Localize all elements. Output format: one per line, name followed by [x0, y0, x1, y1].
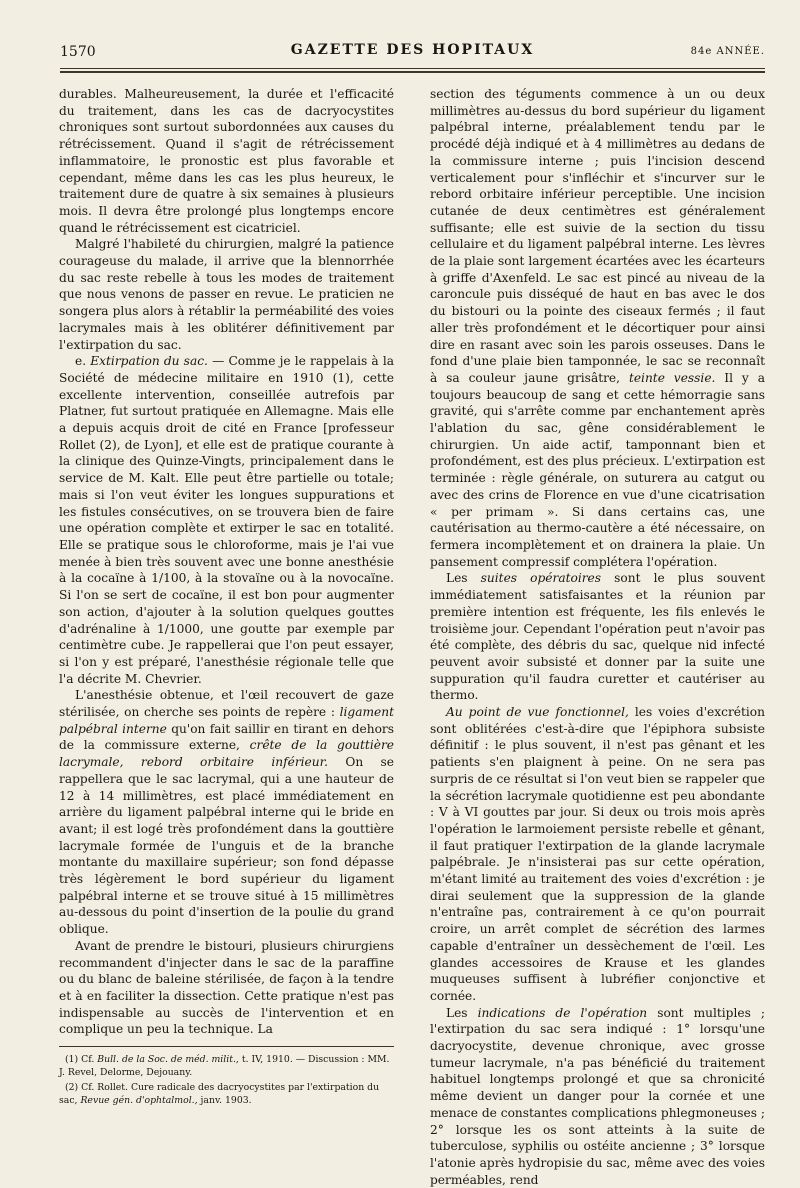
text-run: qu'on fait saillir en tirant en dehors de la commissure externe,: [59, 721, 394, 753]
running-header: [60, 40, 765, 64]
text-run: sont multiples ; l'extirpation du sac sera indiqué : 1° lorsqu'une dacryocystite, devenue chronique, avec grosse tumeur lacrymale, n'a pas bénéficié du traitement habituel longtemps prolongé et que sa chronicité même devient un danger pour la cornée et une menace de constantes complications phlegmoneuses ; 2° lorsque les os sont atteints à la suite de tuberculose, syphilis ou ostéite ancienne ; 3° lorsque l'atonie après hydropisie du sac, même avec des voies perméables, rend: [430, 1005, 765, 1187]
footnotes: [59, 1046, 394, 1109]
emphasis: crête de la gouttière lacrymale, rebord orbitaire inférieur.: [59, 738, 394, 770]
text-run: sont le plus souvent immédiatement satisfaisantes et la réunion par première intention est fréquente, les fils enlevés le troisième jour. Cependant l'opération peut n'avoir pas été complète, des débris du sac, quelque nid infecté peuvent avoir subsisté et donner par la suite une suppuration qu'il faudra curetter et cautériser au thermo.: [430, 571, 765, 703]
text-run: (1) Cf.: [65, 1054, 98, 1065]
emphasis: teinte vessie.: [628, 370, 716, 385]
header-rule-thin: [60, 68, 765, 69]
footnote-1: [59, 1053, 394, 1079]
footnote-2: [59, 1081, 394, 1107]
paragraph: Malgré l'habileté du chirurgien, malgré la patience courageuse du malade, il arrive que la blennorrhée du sac reste rebelle à tous les modes de traitement que nous venons de passer en revue. Le praticien ne songera plus alors à rétablir la perméabilité des voies lacrymales mais à les oblitérer définitivement par l'extirpation du sac.: [59, 237, 394, 352]
emphasis: suites opératoires: [480, 571, 602, 586]
paragraph: durables. Malheureusement, la durée et l'efficacité du traitement, dans les cas de dacryocystites chroniques sont surtout subordonnées aux causes du rétrécissement. Quand il s'agit de rétrécissement inflammatoire, le pronostic est plus favorable et cependant, même dans les cas les plus heureux, le traitement dure de quatre à six semaines à plusieurs mois. Il devra être prolongé plus longtemps encore quand le rétrécissement est cicatriciel.: [59, 87, 394, 235]
left-column: [59, 86, 394, 1038]
paragraph-extirpation: [59, 353, 394, 687]
text-run: On se rappellera que le sac lacrymal, qui a une hauteur de 12 à 14 millimètres, est placé immédiatement en arrière du ligament palpébral interne qui le bride en avant; il est logé très profondément dans la gouttière lacrymale formée de l'unguis et de la branche montante du maxillaire supérieur; son fond dépasse très légèrement le bord supérieur du ligament palpébral interne et se trouve situé à 15 millimètres au-dessous du point d'insertion de la poulie du grand oblique.: [59, 755, 394, 937]
text-run: t. IV, 1910. — Discussion : MM. J. Revel, Delorme, Dejouany.: [59, 1054, 390, 1078]
journal-title: GAZETTE DES HOPITAUX: [290, 42, 535, 58]
paragraph-suites: [430, 570, 765, 704]
paragraph-incision: [430, 86, 765, 570]
section-heading: Extirpation du sac.: [90, 354, 208, 369]
paragraph-indications: [430, 1005, 765, 1188]
page-number: 1570: [60, 44, 96, 60]
emphasis: Au point de vue fonctionnel,: [446, 705, 629, 720]
citation-title: Revue gén. d'ophtalmol.,: [80, 1095, 198, 1106]
text-run: les voies d'excrétion sont oblitérées c'est-à-dire que l'épiphora subsiste définitif : le plus souvent, il n'est pas gênant et les patients s'en plaignent à peine. On ne sera pas surpris de ce résultat si l'on veut bien se rappeler que la sécrétion lacrymale quotidienne est peu abondante : V à VI gouttes par jour. Si deux ou trois mois après l'opération le larmoiement persiste rebelle et gênant, il faut pratiquer l'extirpation de la glande lacrymale palpébrale. Je n'insisterai pas sur cette opération, m'étant limité au traitement des voies d'excrétion : je dirai seulement que la suppression de la glande n'entraîne pas, contrairement à ce qu'on pourrait croire, un arrêt complet de sécrétion des larmes capable d'entraîner un dessèchement de l'œil. Les glandes accessoires de Krause et les glandes muqueuses suffisent à lubréfier conjonctive et cornée.: [430, 705, 765, 1003]
citation-title: Bull. de la Soc. de méd. milit.,: [97, 1054, 239, 1065]
volume-year: 84e ANNÉE.: [690, 46, 765, 57]
right-column: [430, 86, 765, 1188]
text-run: Les: [446, 571, 481, 586]
text-run: — Comme je le rappelais à la Société de médecine militaire en 1910 (1), cette excellente intervention, conseillée autrefois par Platner, fut surtout pratiquée en Allemagne. Mais elle a depuis acquis droit de cité en France [professeur Rollet (2), de Lyon], et elle est de pratique courante à la clinique des Quinze-Vingts, principalement dans le service de M. Kalt. Elle peut être partielle ou totale; mais si l'on veut éviter les longues suppurations et les fistules consécutives, on se trouvera bien de faire une opération complète et extirper le sac en totalité. Elle se pratique sous le chloroforme, mais je l'ai vue menée à bien très souvent avec une bonne anesthésie à la cocaïne à 1/100, à la stovaïne ou à la novocaïne. Si l'on se sert de cocaïne, il est bon pour augmenter son action, d'ajouter à la solution quelques gouttes d'adrénaline à 1/1000, une goutte par exemple par centimètre cube. Je rappellerai que l'on peut essayer, si l'on y est préparé, l'anesthésie régionale telle que l'a décrite M. Chevrier.: [59, 354, 395, 686]
header-rule-thick: [60, 71, 765, 73]
text-run: e.: [75, 354, 91, 369]
text-run: janv. 1903.: [197, 1095, 252, 1106]
text-run: Les: [446, 1005, 478, 1020]
emphasis: ligament palpébral interne: [59, 705, 394, 736]
paragraph-landmarks: [59, 687, 394, 938]
text-run: section des téguments commence à un ou deux millimètres au-dessus du bord supérieur du ligament palpébral interne, préalablement tendu par le procédé déjà indiqué et à 4 millimètres au dedans de la commissure interne ; puis l'incision descend verticalement pour s'infléchir et s'incurver sur le rebord orbitaire inférieur perceptible. Une incision cutanée de deux centimètres est généralement suffisante; elle est suivie de la section du tissu cellulaire et du ligament palpébral interne. Les lèvres de la plaie sont largement écartées avec les écarteurs à griffe d'Axenfeld. Le sac est pincé au niveau de la caroncule puis disséqué de haut en bas avec le dos du bistouri ou la pointe des ciseaux fermés ; il faut aller très profondément et le décortiquer pour ainsi dire en rasant avec soin les parois osseuses. Dans le fond d'une plaie bien tamponnée, le sac se reconnaît à sa couleur jaune grisâtre,: [430, 87, 765, 385]
paragraph: Avant de prendre le bistouri, plusieurs chirurgiens recommandent d'injecter dans le sac de la paraffine ou du blanc de baleine stérilisée, de façon à la tendre et à en faciliter la dissection. Cette pratique n'est pas indispensable au succès de l'intervention et en complique un peu la technique. La: [59, 938, 394, 1037]
emphasis: indications de l'opération: [477, 1005, 648, 1020]
text-run: (2) Cf. Rollet. Cure radicale des dacryocystites par l'extirpation du sac,: [59, 1082, 380, 1106]
paragraph-fonctionnel: [430, 704, 765, 1005]
text-run: L'anesthésie obtenue, et l'œil recouvert de gaze stérilisée, on cherche ses points de repère :: [59, 688, 394, 720]
text-run: Il y a toujours beaucoup de sang et cette hémorragie sans gravité, qui s'arrête comme par enchantement après l'ablation du sac, gêne considérablement le chirurgien. Un aide actif, tamponnant bien et profondément, est des plus précieux. L'extirpation est terminée : règle générale, on suturera au catgut ou avec des crins de Florence en vue d'une cicatrisation « per primam ». Si dans certains cas, une cautérisation au thermo-cautère a été nécessaire, on fermera incomplètement et on drainera la plaie. Un pansement compressif complétera l'opération.: [430, 370, 765, 569]
